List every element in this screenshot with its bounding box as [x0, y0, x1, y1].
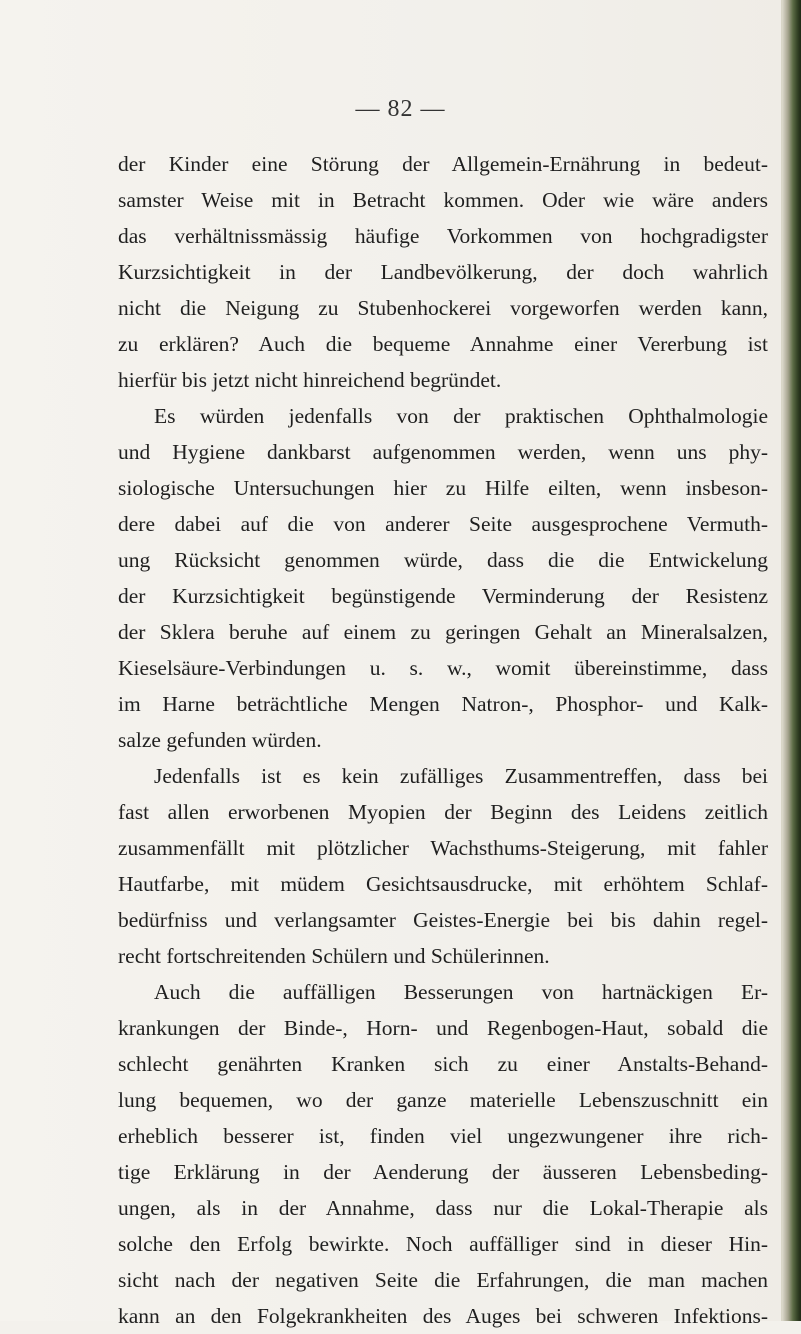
text-line: der Kinder eine Störung der Allgemein-Ernährung in bedeut-	[118, 152, 768, 176]
text-line: ungen, als in der Annahme, dass nur die Lokal-Therapie als	[118, 1196, 768, 1220]
text-line: lung bequemen, wo der ganze materielle Lebenszuschnitt ein	[118, 1088, 768, 1112]
text-line: Hautfarbe, mit müdem Gesichtsausdrucke, mit erhöhtem Schlaf-	[118, 872, 768, 896]
text-line: ung Rücksicht genommen würde, dass die die Entwickelung	[118, 548, 768, 572]
body-text	[118, 146, 768, 1334]
text-line: im Harne beträchtliche Mengen Natron-, Phosphor- und Kalk-	[118, 692, 768, 716]
text-line: schlecht genährten Kranken sich zu einer Anstalts-Behand-	[118, 1052, 768, 1076]
text-line: und Hygiene dankbarst aufgenommen werden, wenn uns phy-	[118, 440, 768, 464]
text-line: der Kurzsichtigkeit begünstigende Verminderung der Resistenz	[118, 584, 768, 608]
text-line: krankungen der Binde-, Horn- und Regenbogen-Haut, sobald die	[118, 1016, 768, 1040]
text-line: Jedenfalls ist es kein zufälliges Zusammentreffen, dass bei	[154, 764, 768, 788]
text-line: Auch die auffälligen Besserungen von hartnäckigen Er-	[154, 980, 768, 1004]
text-line: salze gefunden würden.	[118, 728, 322, 752]
text-line: Kurzsichtigkeit in der Landbevölkerung, der doch wahrlich	[118, 260, 768, 284]
book-edge-highlight	[781, 0, 783, 1321]
text-line: solche den Erfolg bewirkte. Noch auffälliger sind in dieser Hin-	[118, 1232, 768, 1256]
text-line: erheblich besserer ist, finden viel ungezwungener ihre rich-	[118, 1124, 768, 1148]
text-line: recht fortschreitenden Schülern und Schülerinnen.	[118, 944, 550, 968]
text-line: siologische Untersuchungen hier zu Hilfe eilten, wenn insbeson-	[118, 476, 768, 500]
text-line: dere dabei auf die von anderer Seite ausgesprochene Vermuth-	[118, 512, 768, 536]
page-number: — 82 —	[355, 96, 446, 122]
text-line: das verhältnissmässig häufige Vorkommen von hochgradigster	[118, 224, 768, 248]
text-line: kann an den Folgekrankheiten des Auges bei schweren Infektions-	[118, 1304, 768, 1328]
text-line: zusammenfällt mit plötzlicher Wachsthums-Steigerung, mit fahler	[118, 836, 768, 860]
text-line: fast allen erworbenen Myopien der Beginn des Leidens zeitlich	[118, 800, 768, 824]
text-line: zu erklären? Auch die bequeme Annahme einer Vererbung ist	[118, 332, 768, 356]
text-line: Kieselsäure-Verbindungen u. s. w., womit übereinstimme, dass	[118, 656, 768, 680]
text-line: der Sklera beruhe auf einem zu geringen Gehalt an Mineralsalzen,	[118, 620, 768, 644]
text-line: bedürfniss und verlangsamter Geistes-Energie bei bis dahin regel-	[118, 908, 768, 932]
text-line: samster Weise mit in Betracht kommen. Oder wie wäre anders	[118, 188, 768, 212]
text-line: nicht die Neigung zu Stubenhockerei vorgeworfen werden kann,	[118, 296, 768, 320]
text-line: Es würden jedenfalls von der praktischen Ophthalmologie	[154, 404, 768, 428]
text-line: sicht nach der negativen Seite die Erfahrungen, die man machen	[118, 1268, 768, 1292]
book-edge	[781, 0, 801, 1321]
text-line: hierfür bis jetzt nicht hinreichend begründet.	[118, 368, 502, 392]
text-line: tige Erklärung in der Aenderung der äusseren Lebensbeding-	[118, 1160, 768, 1184]
